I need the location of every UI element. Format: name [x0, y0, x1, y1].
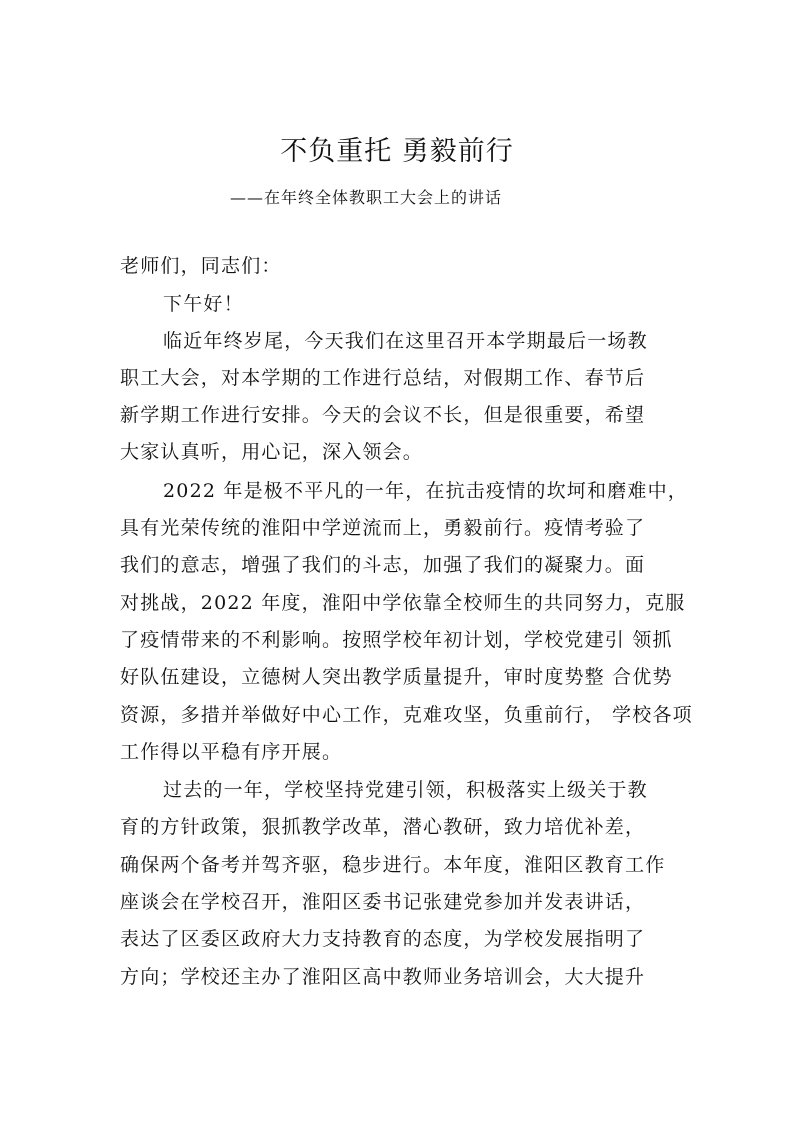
body-line: 临近年终岁尾，今天我们在这里召开本学期最后一场教: [163, 330, 648, 352]
document-subtitle: ——在年终全体教职工大会上的讲话: [230, 188, 503, 207]
greeting-line: 下午好！: [163, 293, 244, 315]
body-line: 好队伍建设，立德树人突出教学质量提升，审时度势整 合优势: [120, 666, 673, 688]
body-line: 了疫情带来的不利影响。按照学校年初计划，学校党建引 领抓: [120, 629, 673, 651]
body-line: 新学期工作进行安排。今天的会议不长，但是很重要，希望: [120, 404, 646, 426]
body-line: 方向；学校还主办了淮阳区高中教师业务培训会，大大提升: [120, 966, 646, 988]
body-line: 座谈会在学校召开，淮阳区委书记张建党参加并发表讲话，: [120, 891, 646, 913]
body-line: 过去的一年，学校坚持党建引领，积极落实上级关于教: [163, 779, 648, 801]
body-line: 资源，多措并举做好中心工作，克难攻坚，负重前行， 学校各项: [120, 704, 693, 726]
body-line: 2022 年是极不平凡的一年，在抗击疫情的坎坷和磨难中，: [163, 480, 688, 502]
body-line: 具有光荣传统的淮阳中学逆流而上，勇毅前行。疫情考验了: [120, 517, 646, 539]
body-line: 我们的意志，增强了我们的斗志，加强了我们的凝聚力。面: [120, 554, 646, 576]
salutation-line: 老师们，同志们：: [120, 255, 282, 277]
body-line: 确保两个备考并驾齐驱，稳步进行。本年度，淮阳区教育工作: [120, 854, 666, 876]
body-line: 表达了区委区政府大力支持教育的态度，为学校发展指明了: [120, 928, 646, 950]
body-line: 对挑战，2022 年度，淮阳中学依靠全校师生的共同努力，克服: [120, 592, 686, 614]
body-line: 职工大会，对本学期的工作进行总结，对假期工作、春节后: [120, 367, 646, 389]
body-line: 大家认真听，用心记，深入领会。: [120, 441, 424, 463]
document-title: 不负重托 勇毅前行: [280, 136, 514, 167]
body-line: 工作得以平稳有序开展。: [120, 741, 343, 763]
body-line: 育的方针政策，狠抓教学改革，潜心教研，致力培优补差，: [120, 816, 646, 838]
